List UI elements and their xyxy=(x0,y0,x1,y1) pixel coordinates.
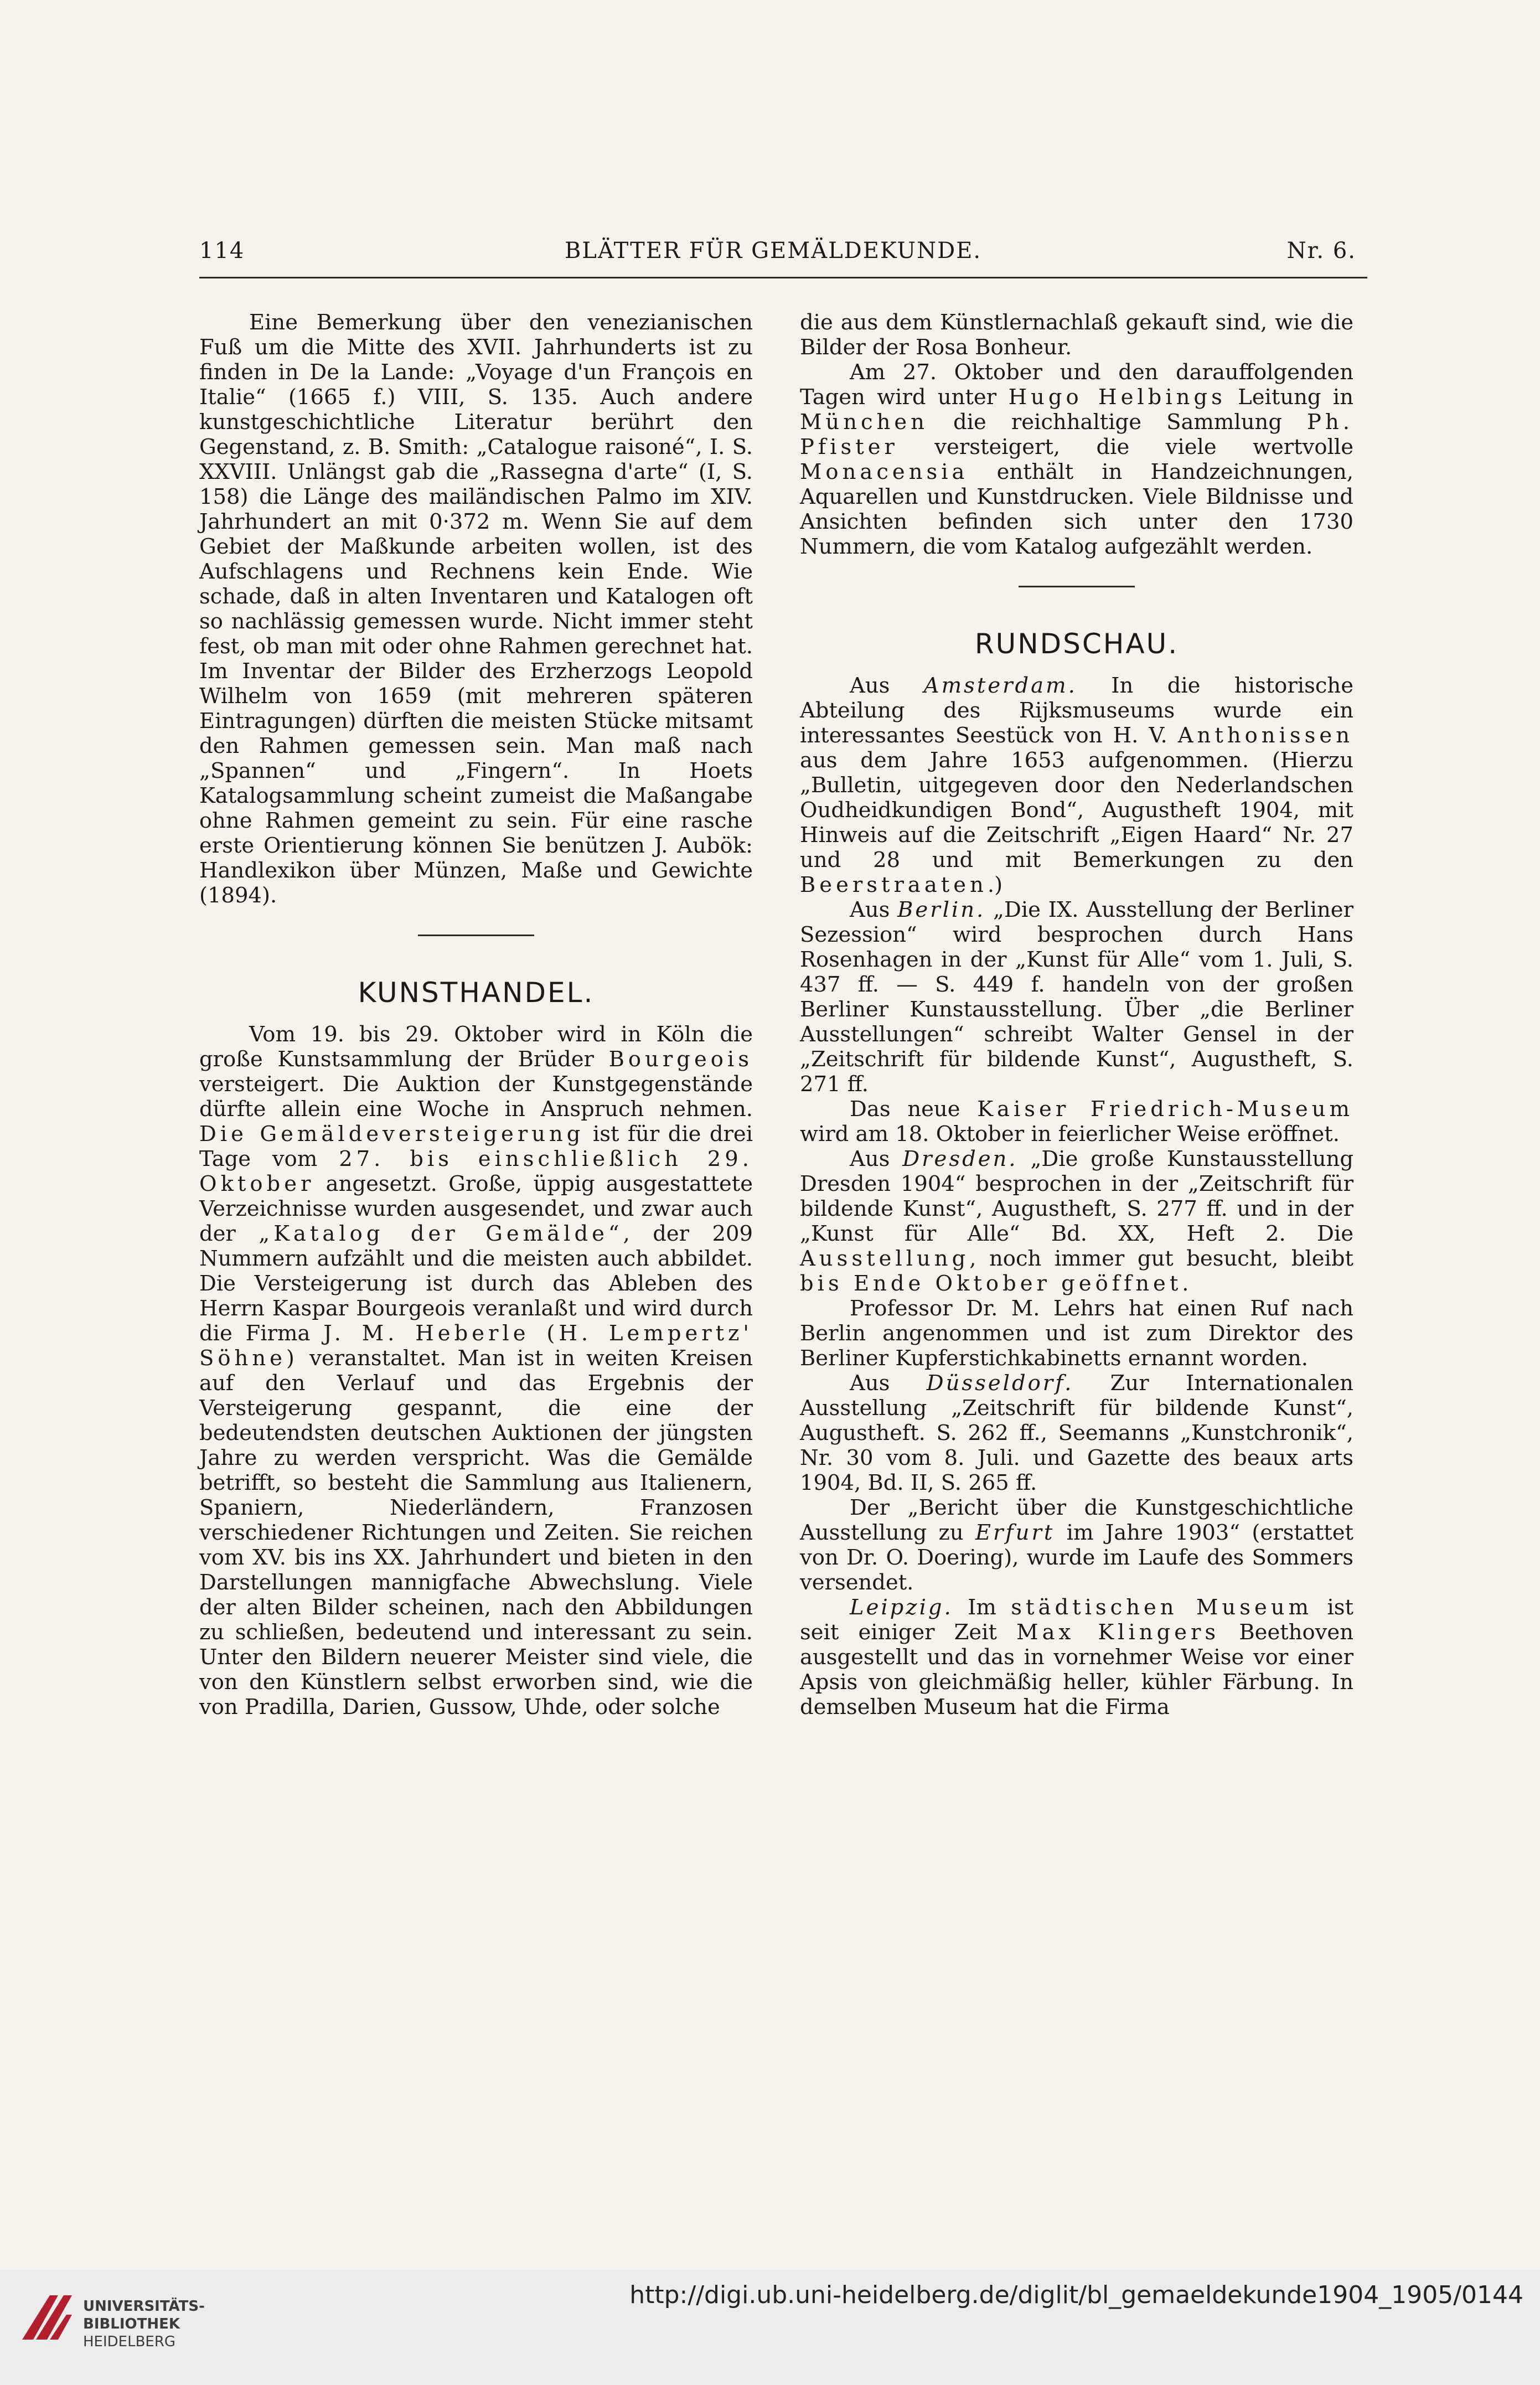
permalink-url[interactable]: http://digi.ub.uni-heidelberg.de/diglit/bl_gemaeldekunde1904_1905/0144 xyxy=(629,2281,1523,2309)
issue-number: Nr. 6. xyxy=(1286,238,1356,264)
heidelberg-library-logo-icon[interactable] xyxy=(17,2284,77,2345)
paragraph-kaiser-friedrich-museum: Das neue Kaiser Friedrich-Museum wird am 18. Oktober in feierlicher Weise eröffnet. xyxy=(800,1097,1354,1147)
section-divider xyxy=(1019,586,1135,587)
page-number: 114 xyxy=(199,238,245,264)
paragraph-lehrs: Professor Dr. M. Lehrs hat einen Ruf nach Berlin angenommen und ist zum Direktor des Berliner Kupferstichkabinetts ernannt worden. xyxy=(800,1296,1353,1371)
library-name-line3: HEIDELBERG xyxy=(83,2334,176,2350)
paragraph-erfurt: Der „Bericht über die Kunstgeschichtliche Ausstellung zu Erfurt im Jahre 1903“ (erstattet von Dr. O. Doering), wurde im Laufe des Sommers versendet. xyxy=(800,1495,1353,1595)
running-header xyxy=(199,238,1367,277)
section-title-rundschau: RUNDSCHAU. xyxy=(974,628,1179,660)
paragraph-dresden: Aus Dresden. „Die große Kunstausstellung Dresden 1904“ besprochen in der „Zeitschrift für bildende Kunst“, Augustheft, S. 277 ff. und in der „Kunst für Alle“ Bd. XX, Heft 2. Die Ausstellung, noch immer gut besucht, bleibt bis Ende Oktober geöffnet. xyxy=(800,1147,1353,1296)
paragraph-leipzig: Leipzig. Im städtischen Museum ist seit einiger Zeit Max Klingers Beethoven ausgestellt und das in vornehmer Weise vor einer Apsis von gleichmäßig heller, kühler Färbung. In demselben Museum hat die Firma xyxy=(800,1595,1353,1720)
paragraph-amsterdam: Aus Amsterdam. In die historische Abteilung des Rijksmuseums wurde ein interessantes Seestück von H. V. Anthonissen aus dem Jahre 1653 aufgenommen. (Hierzu „Bulletin, uitgegeven door den Nederlandschen Oudheidkundigen Bond“, Augustheft 1904, mit Hinweis auf die Zeitschrift „Eigen Haard“ Nr. 27 und 28 und mit Bemerkungen zu den Beerstraaten.) xyxy=(800,673,1353,897)
right-column xyxy=(800,310,1353,1720)
header-rule xyxy=(199,277,1367,278)
left-column xyxy=(199,310,753,1720)
paragraph-berlin: Aus Berlin. „Die IX. Ausstellung der Berliner Sezession“ wird besprochen durch Hans Rosenhagen in der „Kunst für Alle“ vom 1. Juli, S. 437 ff. — S. 449 f. handeln von der großen Berliner Kunstausstellung. Über „die Berliner Ausstellungen“ schreibt Walter Gensel in der „Zeitschrift für bildende Kunst“, Augustheft, S. 271 ff. xyxy=(800,897,1353,1097)
library-name-line2: BIBLIOTHEK xyxy=(83,2316,180,2332)
paragraph-muenchen-auction: Am 27. Oktober und den darauffolgenden Tagen wird unter Hugo Helbings Leitung in München die reichhaltige Sammlung Ph. Pfister versteigert, die viele wertvolle Monacensia enthält in Handzeichnungen, Aquarellen und Kunstdrucken. Viele Bildnisse und Ansichten befinden sich unter den 1730 Nummern, die vom Katalog aufgezählt werden. xyxy=(800,360,1354,559)
journal-title: BLÄTTER FÜR GEMÄLDEKUNDE. xyxy=(565,238,982,264)
paragraph-koeln-auction: Vom 19. bis 29. Oktober wird in Köln die große Kunstsammlung der Brüder Bourgeois versteigert. Die Auktion der Kunstgegenstände dürfte allein eine Woche in Anspruch nehmen. Die Gemäldeversteigerung ist für die drei Tage vom 27. bis einschließlich 29. Oktober angesetzt. Große, üppig ausgestattete Verzeichnisse wurden ausgesendet, und zwar auch der „Katalog der Gemälde“, der 209 Nummern aufzählt und die meisten auch abbildet. Die Versteigerung ist durch das Ableben des Herrn Kaspar Bourgeois veranlaßt und wird durch die Firma J. M. Heberle (H. Lempertz' Söhne) veranstaltet. Man ist in weiten Kreisen auf den Verlauf und das Ergebnis der Versteigerung gespannt, die eine der bedeutendsten deutschen Auktionen der jüngsten Jahre zu werden verspricht. Was die Gemälde betrifft, so besteht die Sammlung aus Italienern, Spaniern, Niederländern, Franzosen verschiedener Richtungen und Zeiten. Sie reichen vom XV. bis ins XX. Jahrhundert und bieten in den Darstellungen mannigfache Abwechslung. Viele der alten Bilder scheinen, nach den Abbildungen zu schließen, bedeutend und interessant zu sein. Unter den Bildern neuerer Meister sind viele, die von den Künstlern selbst erworben sind, wie die von Pradilla, Darien, Gussow, Uhde, oder solche xyxy=(199,1022,753,1720)
paragraph-duesseldorf: Aus Düsseldorf. Zur Internationalen Ausstellung „Zeitschrift für bildende Kunst“, Augustheft. S. 262 ff., Seemanns „Kunstchronik“, Nr. 30 vom 8. Juli. und Gazette des beaux arts 1904, Bd. II, S. 265 ff. xyxy=(800,1371,1353,1495)
paragraph-continuation: die aus dem Künstlernachlaß gekauft sind, wie die Bilder der Rosa Bonheur. xyxy=(800,310,1353,360)
paragraph-measurement: Eine Bemerkung über den venezianischen Fuß um die Mitte des XVII. Jahrhunderts ist zu finden in De la Lande: „Voyage d'un François en Italie“ (1665 f.) VIII, S. 135. Auch andere kunstgeschichtliche Literatur berührt den Gegenstand, z. B. Smith: „Catalogue raisoné“, I. S. XXVIII. Unlängst gab die „Rassegna d'arte“ (I, S. 158) die Länge des mailändischen Palmo im XIV. Jahrhundert an mit 0·372 m. Wenn Sie auf dem Gebiet der Maßkunde arbeiten wollen, ist des Aufschlagens und Rechnens kein Ende. Wie schade, daß in alten Inventaren und Katalogen oft so nachlässig gemessen wurde. Nicht immer steht fest, ob man mit oder ohne Rahmen gerechnet hat. Im Inventar der Bilder des Erzherzogs Leopold Wilhelm von 1659 (mit mehreren späteren Eintragungen) dürften die meisten Stücke mitsamt den Rahmen gemessen sein. Man maß nach „Spannen“ und „Fingern“. In Hoets Katalogsammlung scheint zumeist die Maßangabe ohne Rahmen gemeint zu sein. Für eine rasche erste Orientierung können Sie benützen J. Aubök: Handlexikon über Münzen, Maße und Gewichte (1894). xyxy=(199,310,753,908)
section-divider xyxy=(418,935,534,936)
library-name[interactable] xyxy=(83,2298,205,2351)
section-title-kunsthandel: KUNSTHANDEL. xyxy=(358,977,595,1009)
library-name-line1: UNIVERSITÄTS- xyxy=(83,2298,205,2315)
